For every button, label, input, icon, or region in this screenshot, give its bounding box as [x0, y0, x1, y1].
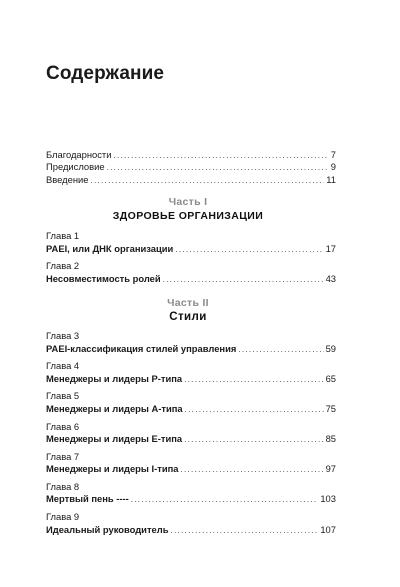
toc-page-number: 75: [325, 402, 336, 414]
toc-entry-chapter-9: [46, 524, 336, 536]
chapter-number: Глава 9: [46, 511, 80, 523]
dot-leader: [131, 494, 319, 506]
toc-page-number: 65: [325, 372, 336, 384]
toc-entry-label: Несовместимость ролей: [46, 272, 161, 284]
toc-page-number: 7: [330, 149, 336, 160]
chapter-number: Глава 4: [46, 360, 80, 372]
toc-entry-label: Благодарности: [46, 149, 112, 160]
toc-page-number: 85: [325, 433, 336, 445]
chapter-number: Глава 8: [46, 480, 80, 492]
dot-leader: [90, 175, 324, 187]
toc-entry-label: Идеальный руководитель: [46, 523, 169, 535]
toc-page-number: 43: [325, 272, 336, 284]
toc-entry-preface: [46, 161, 336, 173]
table-of-contents: [46, 149, 336, 536]
toc-entry-label: Менеджеры и лидеры А-типа: [46, 402, 183, 414]
toc-entry-label: PAEI-классификация стилей управления: [46, 342, 237, 354]
chapter-number: Глава 6: [46, 420, 80, 432]
toc-entry-label: Введение: [46, 173, 89, 185]
part-title: Стили: [169, 311, 207, 324]
part-heading-1: [40, 196, 336, 223]
toc-page-number: 107: [320, 523, 336, 535]
toc-page-number: 9: [330, 161, 336, 173]
toc-entry-chapter-7: [46, 463, 336, 475]
part-title: ЗДОРОВЬЕ ОРГАНИЗАЦИИ: [112, 210, 264, 223]
dot-leader: [113, 150, 328, 162]
chapter-number: Глава 1: [46, 230, 80, 242]
toc-entry-label: Мертвый пень ----: [46, 493, 129, 505]
dot-leader: [184, 374, 323, 386]
toc-entry-label: Менеджеры и лидеры Е-типа: [46, 433, 183, 445]
toc-entry-chapter-1: [46, 243, 336, 255]
toc-entry-chapter-4: [46, 373, 336, 385]
toc-entry-label: Менеджеры и лидеры Р-типа: [46, 372, 183, 384]
toc-entry-chapter-5: [46, 403, 336, 415]
dot-leader: [180, 464, 323, 476]
toc-page-number: 97: [325, 463, 336, 475]
dot-leader: [238, 344, 323, 356]
chapter-number: Глава 5: [46, 390, 80, 402]
part-heading-2: [40, 297, 336, 324]
part-label: Часть II: [167, 297, 209, 310]
toc-entry-label: Менеджеры и лидеры I-типа: [46, 463, 179, 475]
dot-leader: [163, 274, 324, 286]
toc-entry-chapter-8: [46, 493, 336, 505]
part-label: Часть I: [168, 196, 208, 209]
toc-entry-label: Предисловие: [46, 161, 105, 173]
toc-page-number: 11: [326, 173, 336, 185]
toc-entry-label: PAEI, или ДНК организации: [46, 242, 174, 254]
chapter-number: Глава 3: [46, 330, 80, 342]
toc-entry-chapter-2: [46, 273, 336, 285]
toc-entry-acknowledgements: [46, 149, 336, 161]
dot-leader: [170, 525, 318, 537]
toc-entry-chapter-3: [46, 343, 336, 355]
toc-page-number: 103: [320, 493, 336, 505]
dot-leader: [184, 434, 323, 446]
dot-leader: [175, 244, 323, 256]
page-title: Содержание: [46, 63, 165, 84]
toc-entry-introduction: [46, 174, 336, 186]
dot-leader: [185, 404, 324, 416]
toc-page-number: 17: [325, 242, 336, 254]
dot-leader: [107, 162, 329, 174]
chapter-number: Глава 2: [46, 260, 80, 272]
toc-entry-chapter-6: [46, 433, 336, 445]
chapter-number: Глава 7: [46, 450, 80, 462]
toc-page-number: 59: [325, 342, 336, 354]
